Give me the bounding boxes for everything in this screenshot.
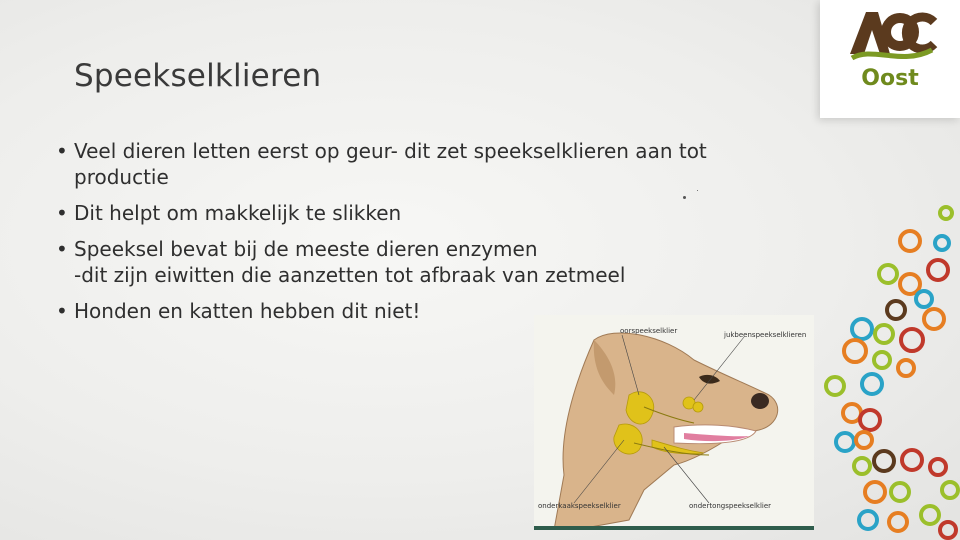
bullet-text: Dit helpt om makkelijk te slikken [74, 201, 402, 225]
label-ear-gland: oorspeekselklier [620, 327, 678, 335]
bullet-text-continuation: productie [74, 165, 169, 189]
bullet-symbol: • [56, 139, 68, 163]
slide-title: Speekselklieren [74, 58, 322, 94]
label-sublingual-gland: ondertongspeekselklier [689, 502, 772, 510]
stray-dot [697, 190, 698, 191]
bullet-text: Speeksel bevat bij de meeste dieren enzymen [74, 237, 538, 261]
label-mandibular-gland: onderkaakspeekselklier [538, 502, 621, 510]
bullet-subline: -dit zijn eiwitten die aanzetten tot afbraak van zetmeel [74, 263, 626, 287]
bullet-item [56, 200, 816, 226]
aoc-oost-logo [820, 0, 960, 118]
bullet-text: Veel dieren letten eerst op geur- dit zet speekselklieren aan tot [74, 139, 707, 163]
bullet-item [56, 236, 816, 288]
dog-salivary-glands-figure [534, 315, 814, 530]
bullet-symbol: • [56, 201, 68, 225]
figure-bottom-strip [534, 526, 814, 530]
label-zygomatic-glands: jukbeenspeekselklieren [724, 331, 807, 339]
stray-dot [683, 196, 686, 199]
bullet-symbol: • [56, 237, 68, 261]
bullet-list [56, 138, 816, 334]
bullet-symbol: • [56, 299, 68, 323]
dog-head-illustration [534, 315, 814, 530]
aoc-logo-mark [842, 6, 938, 66]
logo-word: Oost [861, 66, 919, 91]
bullet-item [56, 138, 816, 190]
bullet-text: Honden en katten hebben dit niet! [74, 299, 421, 323]
